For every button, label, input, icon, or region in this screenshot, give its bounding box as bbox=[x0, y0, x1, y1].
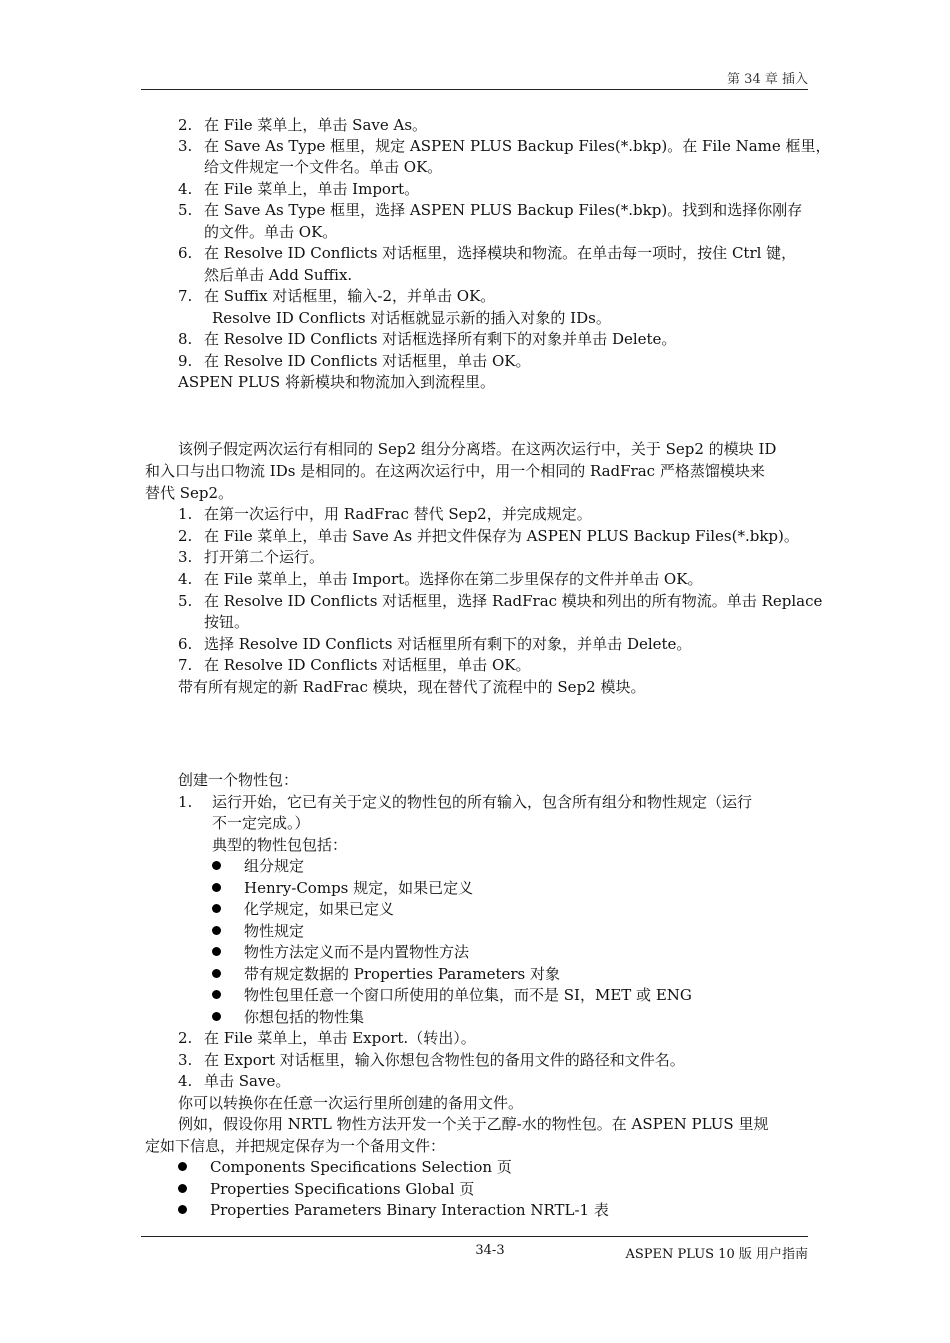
running-header: 第 34 章 插入 bbox=[727, 72, 808, 87]
list-item: 4. 单击 Save。 bbox=[178, 1072, 291, 1090]
bullet-icon bbox=[212, 883, 221, 892]
bullet-item: 带有规定数据的 Properties Parameters 对象 bbox=[212, 964, 560, 985]
list-item-continuation: 给文件规定一个文件名。单击 OK。 bbox=[204, 158, 443, 176]
page-number: 34-3 bbox=[475, 1243, 505, 1258]
list-item: 3. 在 Export 对话框里，输入你想包含物性包的备用文件的路径和文件名。 bbox=[178, 1051, 685, 1069]
example-paragraph-line: 例如，假设你用 NRTL 物性方法开发一个关于乙醇-水的物性包。在 ASPEN PLUS 里规 bbox=[178, 1115, 769, 1133]
list-item-continuation: 的文件。单击 OK。 bbox=[204, 223, 338, 241]
list-item: 6. 在 Resolve ID Conflicts 对话框里，选择模块和物流。在单击每一项时，按住 Ctrl 键， bbox=[178, 244, 797, 262]
bullet-icon bbox=[212, 947, 221, 956]
section-heading: 创建一个物性包： bbox=[178, 771, 299, 789]
bullet-icon bbox=[212, 990, 221, 999]
bullet-item: 物性包里任意一个窗口所使用的单位集，而不是 SI，MET 或 ENG bbox=[212, 985, 692, 1006]
bullet-item: 物性规定 bbox=[212, 921, 304, 942]
list-item: 8. 在 Resolve ID Conflicts 对话框选择所有剩下的对象并单击 Delete。 bbox=[178, 330, 677, 348]
bullet-item: 物性方法定义而不是内置物性方法 bbox=[212, 942, 469, 963]
list-item: 5. 在 Resolve ID Conflicts 对话框里，选择 RadFrac 模块和列出的所有物流。单击 Replace bbox=[178, 592, 823, 610]
bullet-item: 你想包括的物性集 bbox=[212, 1007, 364, 1028]
bullet-item: Henry-Comps 规定，如果已定义 bbox=[212, 878, 473, 899]
intro-paragraph-line: 和入口与出口物流 IDs 是相同的。在这两次运行中，用一个相同的 RadFrac 严格蒸馏模块来 bbox=[145, 462, 765, 480]
list-item-note: Resolve ID Conflicts 对话框就显示新的插入对象的 IDs。 bbox=[212, 309, 611, 327]
bullet-icon bbox=[212, 904, 221, 913]
bullet-item: 化学规定，如果已定义 bbox=[212, 899, 394, 920]
bullet-icon bbox=[178, 1184, 187, 1193]
list-item-continuation: 不一定完成。） bbox=[212, 814, 310, 832]
bullet-item: Properties Parameters Binary Interaction NRTL-1 表 bbox=[178, 1200, 609, 1221]
list-item: 4. 在 File 菜单上，单击 Import。 bbox=[178, 180, 420, 198]
bullet-icon bbox=[212, 861, 221, 870]
list-item: 1. 运行开始，它已有关于定义的物性包的所有输入，包含所有组分和物性规定（运行 bbox=[178, 793, 753, 811]
list-item: 4. 在 File 菜单上，单击 Import。选择你在第二步里保存的文件并单击 OK。 bbox=[178, 570, 703, 588]
list-item: 6. 选择 Resolve ID Conflicts 对话框里所有剩下的对象，并单击 Delete。 bbox=[178, 635, 692, 653]
sub-heading: 典型的物性包包括： bbox=[212, 836, 348, 854]
list-item: 3. 在 Save As Type 框里，规定 ASPEN PLUS Backup Files(*.bkp)。在 File Name 框里， bbox=[178, 137, 831, 155]
list-item: 7. 在 Suffix 对话框里，输入-2，并单击 OK。 bbox=[178, 287, 496, 305]
list-item: 2. 在 File 菜单上，单击 Save As 并把文件保存为 ASPEN PLUS Backup Files(*.bkp)。 bbox=[178, 527, 799, 545]
result-paragraph: ASPEN PLUS 将新模块和物流加入到流程里。 bbox=[178, 373, 495, 391]
bullet-icon bbox=[212, 969, 221, 978]
list-item: 3. 打开第二个运行。 bbox=[178, 548, 325, 566]
note-paragraph: 你可以转换你在任意一次运行里所创建的备用文件。 bbox=[178, 1094, 524, 1112]
list-item-continuation: 然后单击 Add Suffix. bbox=[204, 266, 353, 284]
header-rule bbox=[141, 89, 808, 90]
footer-rule bbox=[141, 1236, 808, 1237]
list-item-continuation: 按钮。 bbox=[204, 613, 250, 631]
bullet-icon bbox=[178, 1162, 187, 1171]
intro-paragraph-line: 该例子假定两次运行有相同的 Sep2 组分分离塔。在这两次运行中，关于 Sep2 的模块 ID bbox=[178, 440, 777, 458]
result-paragraph: 带有所有规定的新 RadFrac 模块，现在替代了流程中的 Sep2 模块。 bbox=[178, 678, 646, 696]
example-paragraph-line: 定如下信息，并把规定保存为一个备用文件： bbox=[145, 1137, 446, 1155]
bullet-icon bbox=[178, 1205, 187, 1214]
list-item: 7. 在 Resolve ID Conflicts 对话框里，单击 OK。 bbox=[178, 656, 531, 674]
list-item: 2. 在 File 菜单上，单击 Export.（转出）。 bbox=[178, 1029, 476, 1047]
bullet-icon bbox=[212, 1012, 221, 1021]
bullet-item: Components Specifications Selection 页 bbox=[178, 1157, 512, 1178]
intro-paragraph-line: 替代 Sep2。 bbox=[145, 484, 234, 502]
list-item: 1. 在第一次运行中，用 RadFrac 替代 Sep2，并完成规定。 bbox=[178, 505, 592, 523]
book-title: ASPEN PLUS 10 版 用户指南 bbox=[625, 1247, 808, 1262]
list-item: 2. 在 File 菜单上，单击 Save As。 bbox=[178, 116, 428, 134]
list-item: 5. 在 Save As Type 框里，选择 ASPEN PLUS Backup Files(*.bkp)。找到和选择你刚存 bbox=[178, 201, 803, 219]
list-item: 9. 在 Resolve ID Conflicts 对话框里，单击 OK。 bbox=[178, 352, 531, 370]
bullet-icon bbox=[212, 926, 221, 935]
bullet-item: 组分规定 bbox=[212, 856, 304, 877]
bullet-item: Properties Specifications Global 页 bbox=[178, 1179, 474, 1200]
